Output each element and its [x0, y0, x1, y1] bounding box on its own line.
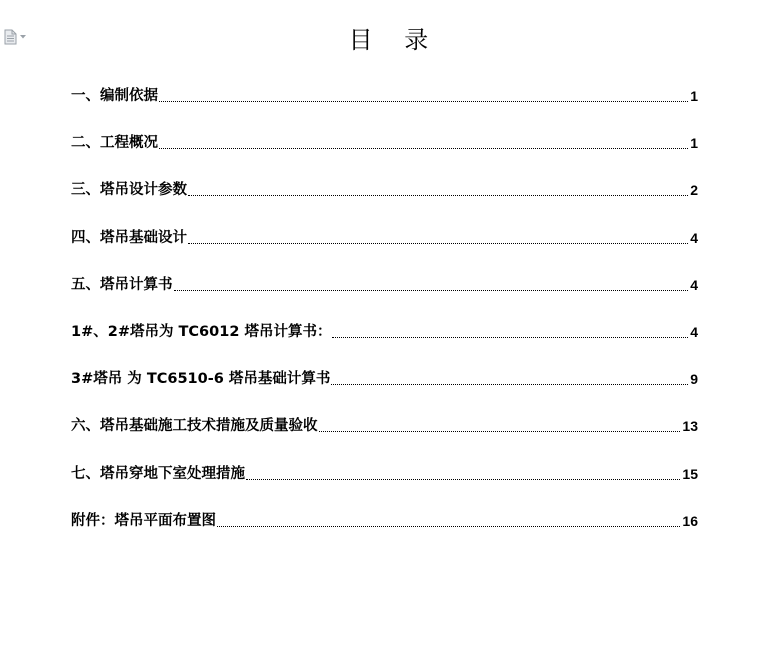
- toc-entry-label: 一、编制依据: [71, 88, 158, 104]
- toc-entry-label: 3#塔吊 为 TC6510-6 塔吊基础计算书: [71, 371, 331, 388]
- toc-entry-page-number: 4: [690, 276, 698, 293]
- toc-dot-leader: [319, 430, 681, 432]
- toc-entry-page-number: 1: [690, 135, 698, 152]
- toc-entry-page-number: 4: [690, 323, 698, 340]
- toc-entry-page-number: 4: [690, 229, 698, 246]
- toc-entry-label: 四、塔吊基础设计: [71, 229, 187, 246]
- toc-entry[interactable]: [71, 436, 698, 483]
- toc-dot-leader: [331, 383, 688, 385]
- toc-dot-leader: [159, 100, 688, 102]
- toc-entry[interactable]: [71, 484, 698, 531]
- toc-dot-leader: [188, 242, 688, 244]
- toc-dot-leader: [174, 289, 689, 291]
- toc-entry-page-number: 9: [690, 371, 698, 388]
- toc-dot-leader: [188, 194, 688, 196]
- page-title: 目 录: [348, 26, 441, 54]
- toc-entry[interactable]: [71, 106, 698, 153]
- toc-entry[interactable]: [71, 86, 698, 106]
- toc-entry-label: 五、塔吊计算书: [71, 276, 173, 293]
- toc-entry-page-number: 16: [682, 512, 698, 529]
- table-of-contents: [71, 86, 698, 531]
- toc-entry[interactable]: [71, 153, 698, 200]
- toc-entry-label: 六、塔吊基础施工技术措施及质量验收: [71, 418, 318, 435]
- toc-entry[interactable]: [71, 389, 698, 436]
- toc-entry[interactable]: [71, 295, 698, 342]
- toc-dot-leader: [159, 147, 688, 149]
- toc-entry-page-number: 15: [682, 465, 698, 482]
- toc-dot-leader: [246, 478, 680, 480]
- toc-dot-leader: [332, 336, 688, 338]
- toc-entry-page-number: 13: [682, 418, 698, 435]
- toc-entry-page-number: 1: [690, 88, 698, 104]
- toc-entry-label: 七、塔吊穿地下室处理措施: [71, 465, 245, 482]
- toc-entry[interactable]: [71, 200, 698, 247]
- toc-entry-label: 附件：塔吊平面布置图: [71, 512, 216, 529]
- toc-entry-label: 1#、2#塔吊为 TC6012 塔吊计算书：: [71, 323, 332, 340]
- toc-entry[interactable]: [71, 342, 698, 389]
- toc-entry[interactable]: [71, 248, 698, 295]
- toc-entry-label: 三、塔吊设计参数: [71, 182, 187, 199]
- toc-dot-leader: [217, 525, 680, 527]
- toc-entry-page-number: 2: [690, 182, 698, 199]
- toc-entry-label: 二、工程概况: [71, 135, 158, 152]
